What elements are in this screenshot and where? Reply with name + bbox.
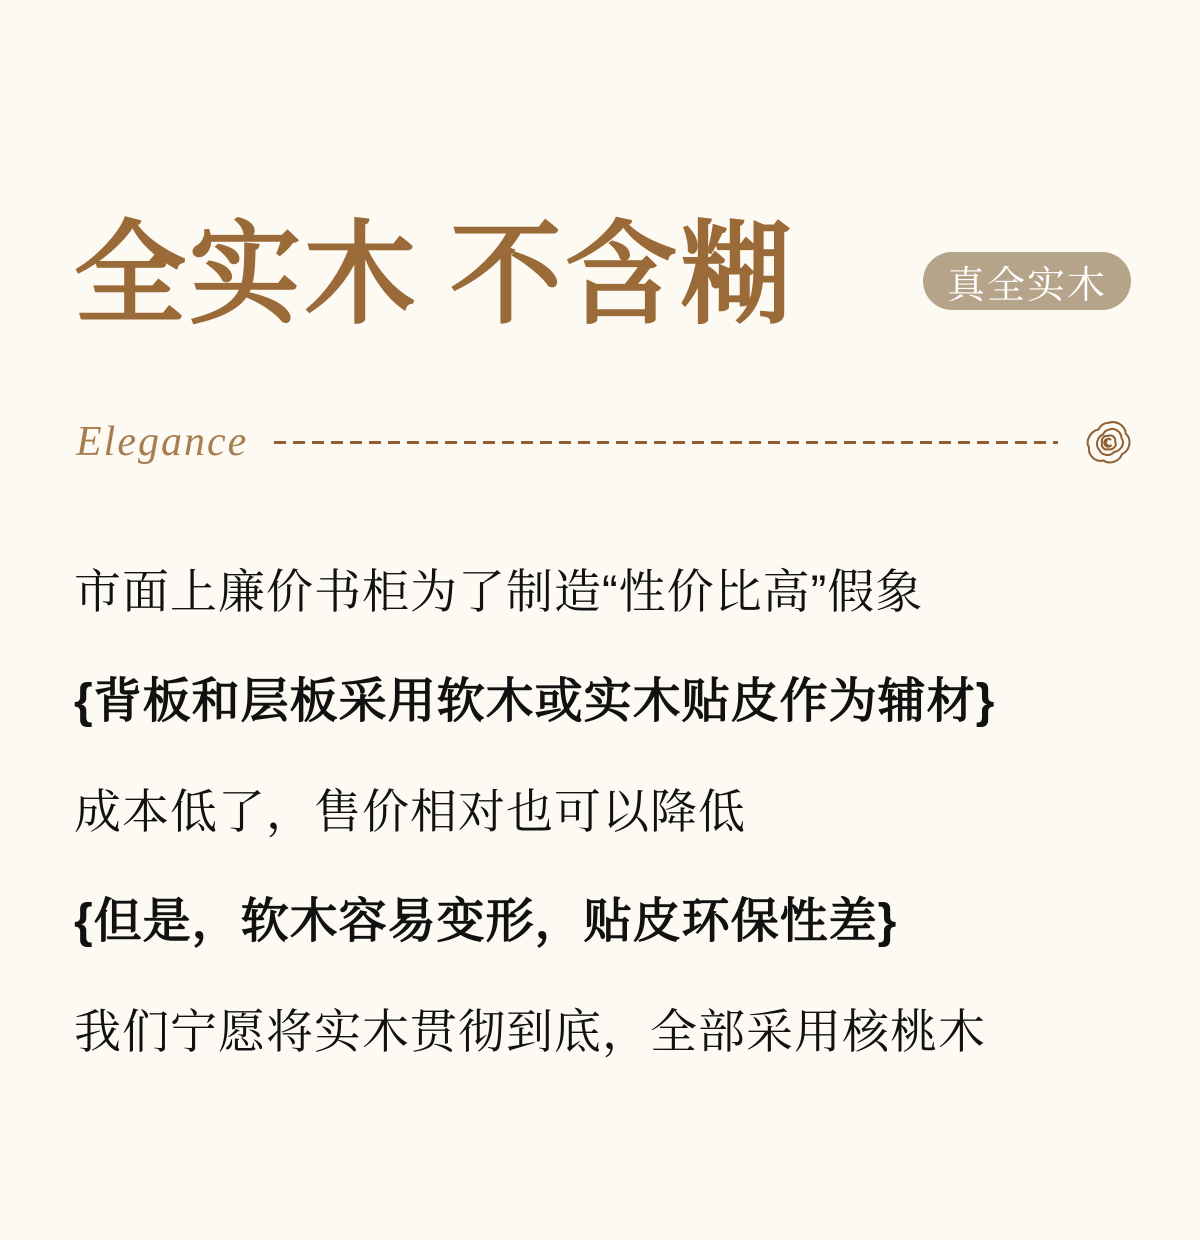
body-paragraph: 成本低了，售价相对也可以降低 xyxy=(74,785,746,838)
rose-flower-icon xyxy=(1084,418,1132,466)
page-title: 全实木 不含糊 xyxy=(74,214,795,338)
solid-wood-badge-label: 真全实木 xyxy=(946,264,1107,307)
body-paragraph-emphasis: {背板和层板采用软木或实木贴皮作为辅材} xyxy=(74,675,996,728)
dashed-divider-line xyxy=(274,441,1058,444)
body-copy xyxy=(74,537,1160,1087)
body-paragraph: 我们宁愿将实木贯彻到底，全部采用核桃木 xyxy=(74,1005,986,1058)
body-paragraph: 市面上廉价书柜为了制造“性价比高”假象 xyxy=(74,565,924,618)
solid-wood-badge xyxy=(923,252,1131,310)
decorative-divider xyxy=(76,414,1132,470)
elegance-script-label: Elegance xyxy=(76,419,249,465)
body-paragraph-emphasis: {但是，软木容易变形，贴皮环保性差} xyxy=(74,895,898,948)
